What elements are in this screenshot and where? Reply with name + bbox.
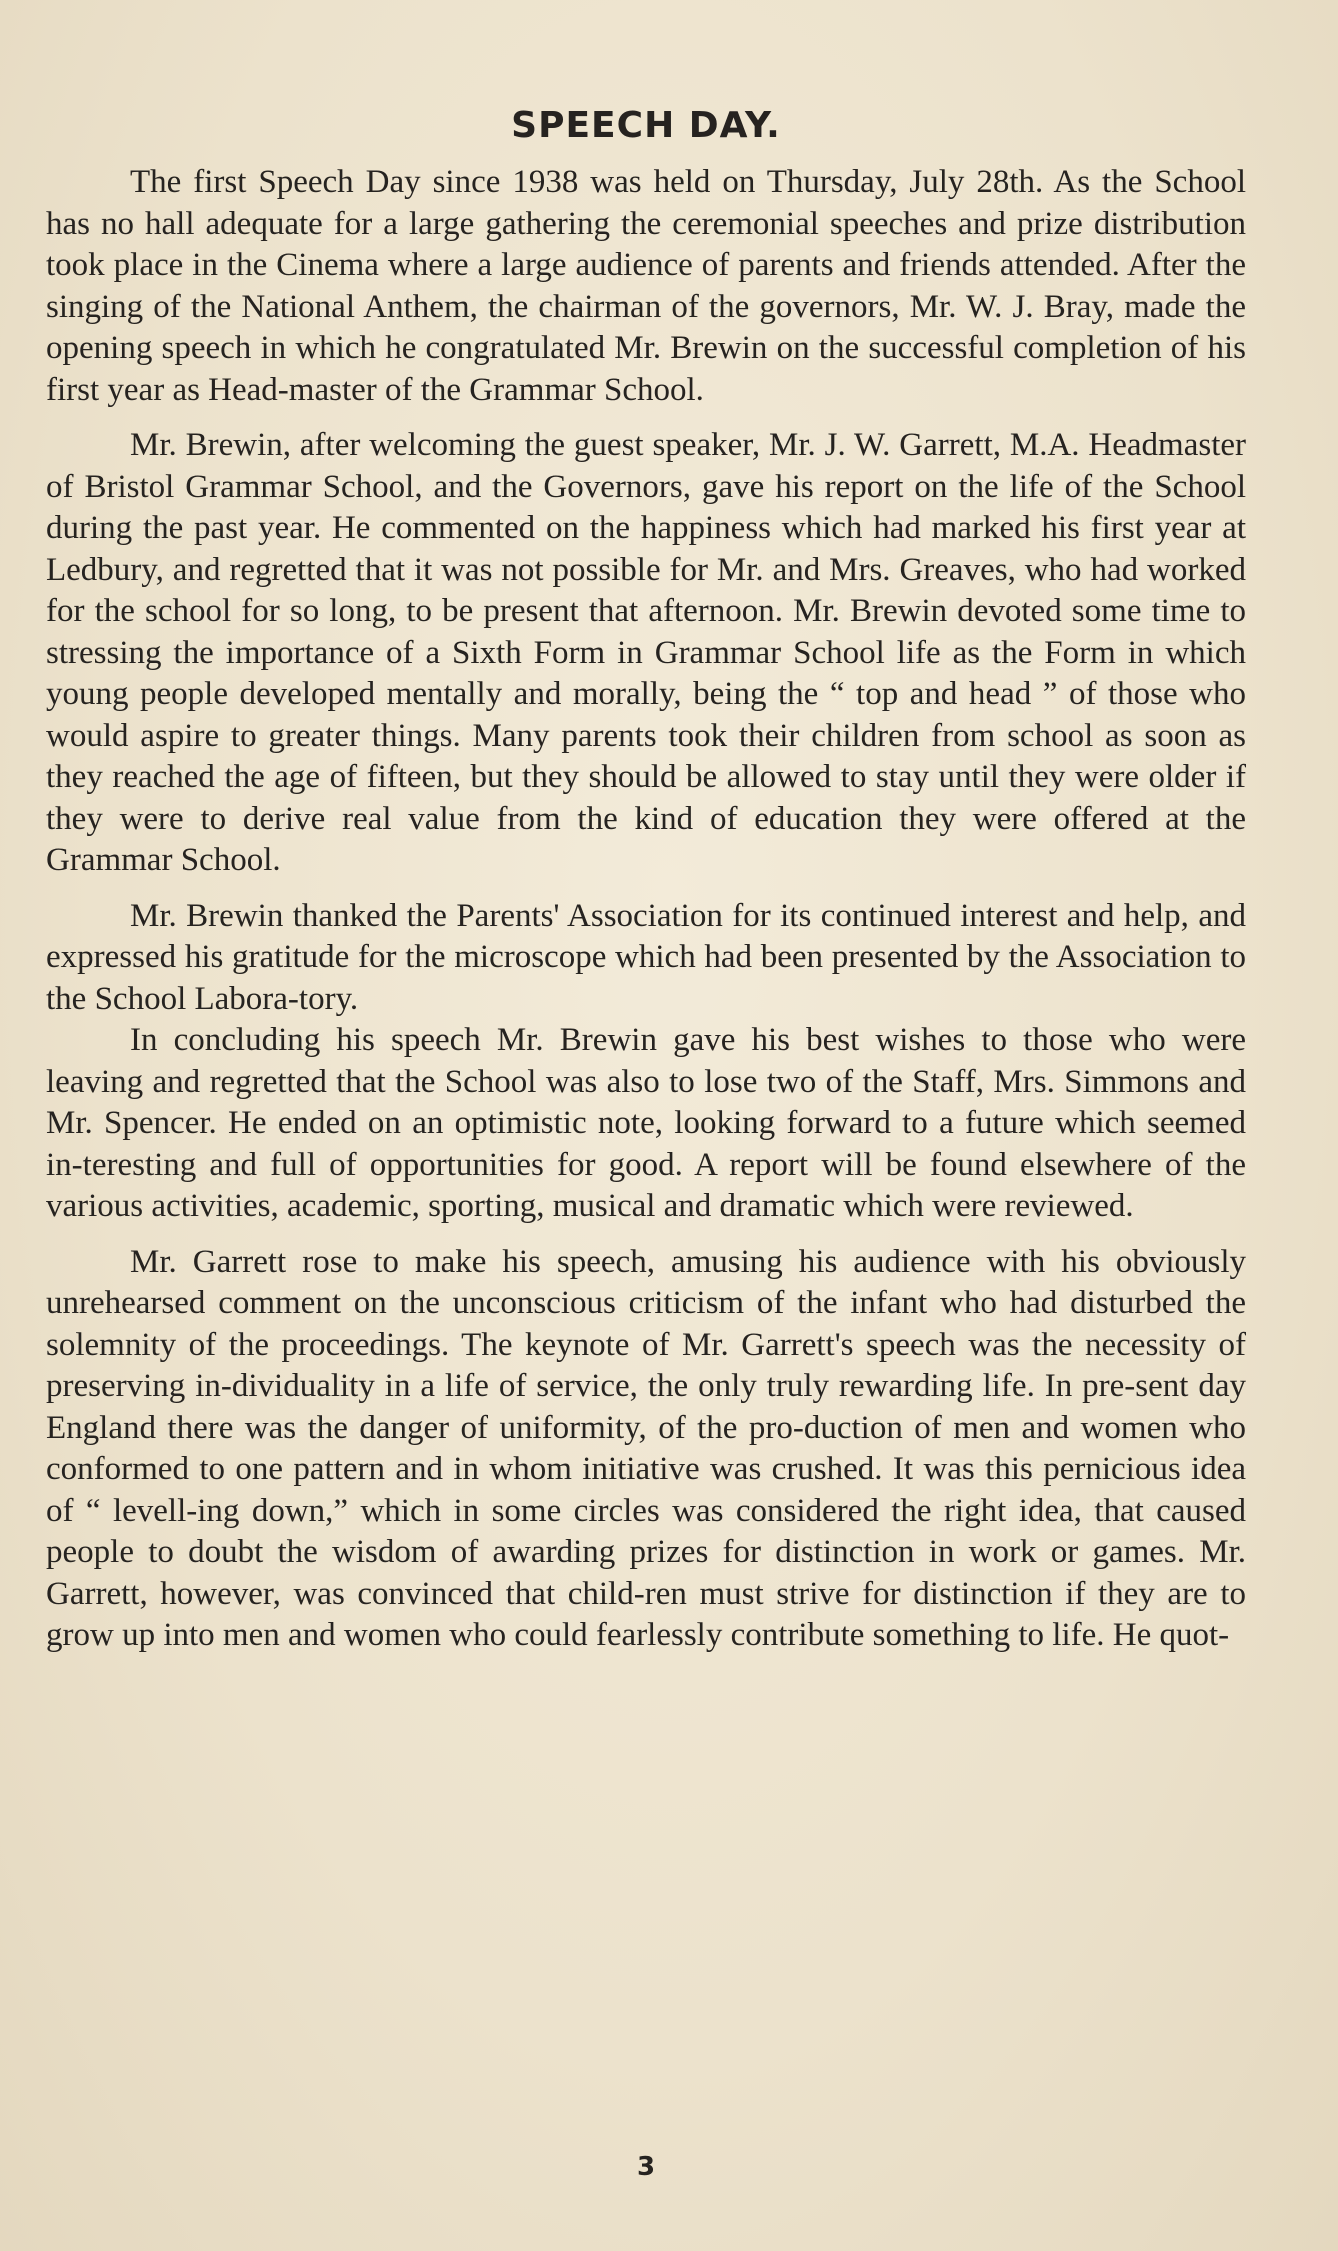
paragraph-headmaster-report: Mr. Brewin, after welcoming the guest speaker, Mr. J. W. Garrett, M.A. Headmaster of Bristol Grammar School, and the Governors, gave his report on the life of the School during the past year. He commented on the happiness which had marked his first year at Ledbury, and regretted that it was not possible for Mr. and Mrs. Greaves, who had worked for the school for so long, to be present that afternoon. Mr. Brewin devoted some time to stressing the importance of a Sixth Form in Grammar School life as the Form in which young people developed mentally and morally, being the “ top and head ” of those who would aspire to greater things. Many parents took their children from school as soon as they reached the age of fifteen, but they should be allowed to stay until they were older if they were to derive real value from the kind of education they were offered at the Grammar School. xyxy=(46,427,1246,878)
paragraph-parents-association: Mr. Brewin thanked the Parents' Association for its continued interest and help, and expressed his gratitude for the microscope which had been presented by the Association to the School Labora-tory. xyxy=(46,897,1246,1017)
page-title: SPEECH DAY. xyxy=(511,105,781,146)
page-number: 3 xyxy=(636,2152,656,2182)
article-body xyxy=(46,162,1246,1657)
document-page xyxy=(46,100,1246,2220)
paragraph-guest-speech: Mr. Garrett rose to make his speech, amusing his audience with his obviously unrehearsed comment on the unconscious criticism of the infant who had disturbed the solemnity of the proceedings. The keynote of Mr. Garrett's speech was the necessity of preserving in-dividuality in a life of service, the only truly rewarding life. In pre-sent day England there was the danger of uniformity, of the pro-duction of men and women who conformed to one pattern and in whom initiative was crushed. It was this pernicious idea of “ levell-ing down,” which in some circles was considered the right idea, that caused people to doubt the wisdom of awarding prizes for distinction in work or games. Mr. Garrett, however, was convinced that child-ren must strive for distinction if they are to grow up into men and women who could fearlessly contribute something to life. He quot- xyxy=(46,1243,1246,1653)
paragraph-opening: The first Speech Day since 1938 was held on Thursday, July 28th. As the School has no hall adequate for a large gathering the ceremonial speeches and prize distribution took place in the Cinema where a large audience of parents and friends attended. After the singing of the National Anthem, the chairman of the governors, Mr. W. J. Bray, made the opening speech in which he congratulated Mr. Brewin on the successful completion of his first year as Head-master of the Grammar School. xyxy=(46,164,1246,408)
paragraph-concluding: In concluding his speech Mr. Brewin gave his best wishes to those who were leaving and regretted that the School was also to lose two of the Staff, Mrs. Simmons and Mr. Spencer. He ended on an optimistic note, looking forward to a future which seemed in-teresting and full of opportunities for good. A report will be found elsewhere of the various activities, academic, sporting, musical and dramatic which were reviewed. xyxy=(46,1022,1246,1224)
